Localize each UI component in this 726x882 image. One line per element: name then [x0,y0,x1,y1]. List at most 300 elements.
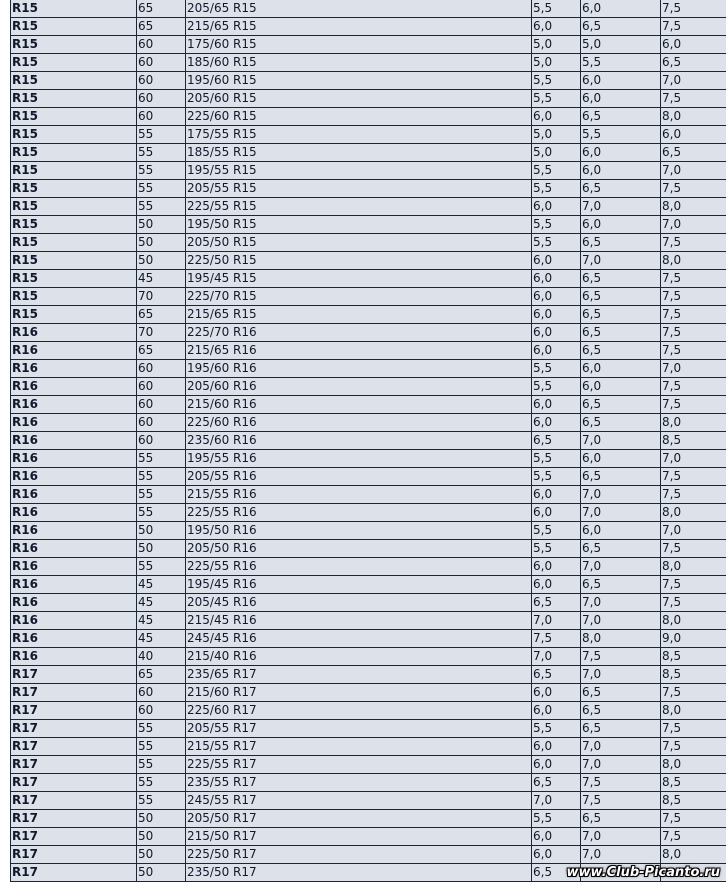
cell-aspect-ratio: 60 [137,108,186,126]
cell-rim-diameter: R16 [11,468,137,486]
cell-rim-diameter: R15 [11,288,137,306]
table-row [11,864,726,882]
cell-rim-diameter: R15 [11,234,137,252]
cell-rim-diameter: R16 [11,360,137,378]
cell-tire-size: 205/60 R15 [186,90,532,108]
cell-rim-width-min: 5,0 [532,144,581,162]
cell-tire-size: 235/60 R16 [186,432,532,450]
cell-aspect-ratio: 60 [137,36,186,54]
cell-tire-size: 225/70 R16 [186,324,532,342]
cell-rim-width-optimal: 6,5 [581,540,661,558]
cell-aspect-ratio: 65 [137,306,186,324]
table-row [11,720,726,738]
cell-rim-width-optimal: 6,0 [581,0,661,18]
cell-rim-width-max: 7,0 [661,360,726,378]
cell-rim-width-max: 7,0 [661,216,726,234]
cell-rim-width-optimal: 8,0 [581,630,661,648]
cell-rim-width-optimal: 6,0 [581,450,661,468]
cell-aspect-ratio: 50 [137,846,186,864]
cell-rim-diameter: R15 [11,18,137,36]
table-row [11,108,726,126]
cell-rim-diameter: R16 [11,630,137,648]
cell-aspect-ratio: 45 [137,270,186,288]
cell-tire-size: 215/65 R15 [186,306,532,324]
cell-rim-width-min: 5,5 [532,540,581,558]
cell-rim-diameter: R17 [11,810,137,828]
cell-aspect-ratio: 60 [137,360,186,378]
cell-aspect-ratio: 50 [137,216,186,234]
cell-rim-width-min: 5,5 [532,90,581,108]
cell-rim-width-optimal: 5,5 [581,54,661,72]
cell-rim-diameter: R16 [11,522,137,540]
cell-rim-width-min: 5,5 [532,0,581,18]
table-row [11,612,726,630]
cell-aspect-ratio: 65 [137,0,186,18]
cell-aspect-ratio: 65 [137,666,186,684]
cell-rim-width-max: 6,0 [661,36,726,54]
cell-aspect-ratio: 55 [137,162,186,180]
cell-tire-size: 205/50 R16 [186,540,532,558]
cell-rim-width-min: 6,5 [532,774,581,792]
table-row [11,216,726,234]
table-row [11,666,726,684]
cell-rim-diameter: R15 [11,306,137,324]
cell-aspect-ratio: 60 [137,396,186,414]
cell-rim-diameter: R15 [11,36,137,54]
cell-rim-width-optimal: 6,5 [581,288,661,306]
cell-tire-size: 215/40 R16 [186,648,532,666]
cell-aspect-ratio: 60 [137,90,186,108]
cell-tire-size: 195/50 R16 [186,522,532,540]
cell-rim-diameter: R15 [11,216,137,234]
cell-rim-diameter: R16 [11,414,137,432]
cell-rim-width-min: 6,0 [532,414,581,432]
cell-rim-width-max: 7,0 [661,522,726,540]
cell-aspect-ratio: 70 [137,324,186,342]
cell-rim-width-max: 7,5 [661,306,726,324]
cell-tire-size: 235/50 R17 [186,864,532,882]
cell-rim-width-min: 6,0 [532,504,581,522]
cell-aspect-ratio: 55 [137,486,186,504]
table-row [11,684,726,702]
cell-rim-width-max: 8,0 [661,414,726,432]
cell-aspect-ratio: 70 [137,288,186,306]
table-row [11,324,726,342]
cell-rim-width-optimal: 7,0 [581,612,661,630]
table-row [11,774,726,792]
cell-rim-width-min: 6,5 [532,666,581,684]
cell-aspect-ratio: 50 [137,810,186,828]
table-row [11,252,726,270]
cell-rim-width-optimal: 6,0 [581,522,661,540]
cell-rim-width-max: 8,5 [661,774,726,792]
cell-rim-width-min: 7,5 [532,630,581,648]
cell-rim-width-optimal: 6,5 [581,18,661,36]
cell-rim-width-optimal: 7,5 [581,792,661,810]
cell-aspect-ratio: 50 [137,540,186,558]
cell-tire-size: 215/65 R16 [186,342,532,360]
cell-rim-diameter: R16 [11,540,137,558]
cell-rim-width-max: 8,5 [661,666,726,684]
cell-rim-width-max: 8,0 [661,108,726,126]
table-row [11,558,726,576]
cell-rim-width-optimal: 7,0 [581,828,661,846]
cell-tire-size: 195/45 R16 [186,576,532,594]
cell-rim-diameter: R17 [11,684,137,702]
cell-tire-size: 225/60 R17 [186,702,532,720]
cell-rim-width-max: 7,5 [661,828,726,846]
cell-rim-diameter: R16 [11,342,137,360]
cell-rim-width-min: 5,5 [532,378,581,396]
table-row [11,288,726,306]
cell-rim-width-max: 7,0 [661,72,726,90]
cell-rim-width-optimal: 6,5 [581,396,661,414]
cell-tire-size: 215/60 R16 [186,396,532,414]
cell-rim-width-min: 6,5 [532,864,581,882]
cell-rim-width-max: 8,0 [661,252,726,270]
cell-rim-width-max: 7,5 [661,486,726,504]
cell-aspect-ratio: 55 [137,144,186,162]
cell-tire-size: 235/65 R17 [186,666,532,684]
cell-rim-width-optimal: 6,5 [581,810,661,828]
cell-rim-width-min: 6,0 [532,576,581,594]
cell-rim-diameter: R15 [11,0,137,18]
cell-rim-width-min: 5,5 [532,360,581,378]
cell-rim-width-min: 6,5 [532,432,581,450]
table-row [11,378,726,396]
table-row [11,234,726,252]
cell-rim-width-min: 5,5 [532,810,581,828]
table-row [11,360,726,378]
cell-aspect-ratio: 50 [137,828,186,846]
table-row [11,342,726,360]
cell-rim-width-optimal: 6,5 [581,576,661,594]
cell-rim-width-max: 8,0 [661,198,726,216]
cell-aspect-ratio: 55 [137,450,186,468]
cell-aspect-ratio: 55 [137,720,186,738]
cell-rim-width-max: 7,5 [661,234,726,252]
cell-aspect-ratio: 60 [137,414,186,432]
cell-rim-width-max: 8,5 [661,792,726,810]
cell-tire-size: 215/55 R17 [186,738,532,756]
cell-rim-diameter: R16 [11,324,137,342]
cell-rim-width-optimal: 6,5 [581,720,661,738]
cell-rim-width-optimal: 5,0 [581,36,661,54]
table-row [11,180,726,198]
cell-rim-width-min: 6,0 [532,486,581,504]
cell-aspect-ratio: 60 [137,702,186,720]
cell-tire-size: 215/60 R17 [186,684,532,702]
table-row [11,0,726,18]
cell-tire-size: 225/55 R17 [186,756,532,774]
cell-rim-width-min: 6,0 [532,396,581,414]
cell-tire-size: 205/55 R15 [186,180,532,198]
cell-rim-width-max: 8,5 [661,432,726,450]
cell-rim-width-max: 7,0 [661,450,726,468]
cell-rim-width-max: 7,5 [661,738,726,756]
cell-rim-width-max: 7,5 [661,810,726,828]
cell-rim-diameter: R16 [11,504,137,522]
cell-tire-size: 195/55 R15 [186,162,532,180]
cell-rim-width-min: 5,5 [532,720,581,738]
cell-rim-width-min: 6,0 [532,342,581,360]
table-row [11,756,726,774]
cell-rim-width-max: 8,0 [661,702,726,720]
cell-tire-size: 245/45 R16 [186,630,532,648]
cell-aspect-ratio: 60 [137,432,186,450]
cell-rim-diameter: R15 [11,90,137,108]
cell-rim-width-optimal: 6,5 [581,234,661,252]
cell-aspect-ratio: 40 [137,648,186,666]
cell-rim-width-optimal: 6,5 [581,342,661,360]
cell-rim-width-optimal: 6,5 [581,324,661,342]
cell-aspect-ratio: 55 [137,774,186,792]
cell-rim-diameter: R17 [11,738,137,756]
cell-rim-width-min: 5,5 [532,180,581,198]
cell-aspect-ratio: 45 [137,630,186,648]
table-row [11,846,726,864]
table-row [11,144,726,162]
cell-aspect-ratio: 50 [137,252,186,270]
cell-aspect-ratio: 65 [137,342,186,360]
cell-rim-width-min: 6,0 [532,108,581,126]
cell-tire-size: 205/45 R16 [186,594,532,612]
cell-rim-width-min: 5,0 [532,36,581,54]
cell-rim-width-max: 6,5 [661,54,726,72]
cell-tire-size: 205/55 R17 [186,720,532,738]
cell-rim-width-max: 7,5 [661,18,726,36]
cell-rim-diameter: R17 [11,720,137,738]
cell-rim-width-min: 6,0 [532,828,581,846]
table-row [11,630,726,648]
cell-rim-width-optimal: 6,5 [581,108,661,126]
cell-tire-size: 205/65 R15 [186,0,532,18]
cell-rim-diameter: R17 [11,756,137,774]
cell-rim-diameter: R17 [11,864,137,882]
cell-rim-width-optimal: 6,0 [581,72,661,90]
cell-rim-width-optimal: 6,5 [581,180,661,198]
cell-aspect-ratio: 45 [137,594,186,612]
cell-rim-width-min: 6,0 [532,756,581,774]
cell-tire-size: 215/50 R17 [186,828,532,846]
cell-tire-size: 185/60 R15 [186,54,532,72]
cell-rim-width-optimal: 6,5 [581,702,661,720]
cell-aspect-ratio: 45 [137,576,186,594]
table-row [11,72,726,90]
cell-tire-size: 225/55 R16 [186,504,532,522]
cell-tire-size: 215/45 R16 [186,612,532,630]
cell-rim-width-max: 7,5 [661,0,726,18]
cell-tire-size: 205/60 R16 [186,378,532,396]
cell-rim-width-optimal: 6,5 [581,270,661,288]
table-row [11,450,726,468]
cell-rim-diameter: R16 [11,576,137,594]
cell-tire-size: 205/50 R17 [186,810,532,828]
cell-aspect-ratio: 55 [137,558,186,576]
cell-rim-width-optimal: 5,5 [581,126,661,144]
cell-rim-diameter: R16 [11,612,137,630]
cell-rim-width-max: 6,5 [661,144,726,162]
cell-rim-width-min: 5,5 [532,450,581,468]
cell-rim-diameter: R17 [11,792,137,810]
table-row [11,468,726,486]
cell-rim-diameter: R15 [11,162,137,180]
cell-rim-diameter: R17 [11,846,137,864]
cell-rim-width-max: 7,5 [661,468,726,486]
cell-rim-width-max: 7,5 [661,90,726,108]
cell-aspect-ratio: 55 [137,468,186,486]
cell-rim-diameter: R17 [11,666,137,684]
cell-rim-width-min: 6,0 [532,306,581,324]
table-row [11,54,726,72]
cell-rim-diameter: R16 [11,486,137,504]
cell-rim-width-optimal: 7,5 [581,648,661,666]
cell-tire-size: 195/50 R15 [186,216,532,234]
table-row [11,162,726,180]
cell-rim-width-min: 6,0 [532,288,581,306]
table-row [11,702,726,720]
cell-tire-size: 215/65 R15 [186,18,532,36]
table-row [11,486,726,504]
cell-tire-size: 225/55 R16 [186,558,532,576]
cell-rim-width-optimal [581,864,661,882]
table-row [11,594,726,612]
cell-rim-width-optimal: 6,0 [581,144,661,162]
cell-aspect-ratio: 60 [137,378,186,396]
cell-rim-diameter: R15 [11,126,137,144]
cell-tire-size: 225/70 R15 [186,288,532,306]
cell-aspect-ratio: 55 [137,792,186,810]
cell-tire-size: 195/45 R15 [186,270,532,288]
cell-rim-width-min: 7,0 [532,612,581,630]
cell-tire-size: 245/55 R17 [186,792,532,810]
cell-tire-size: 225/55 R15 [186,198,532,216]
table-row [11,414,726,432]
cell-tire-size: 195/60 R15 [186,72,532,90]
cell-rim-width-optimal: 7,0 [581,432,661,450]
table-row [11,432,726,450]
cell-aspect-ratio: 60 [137,72,186,90]
cell-rim-diameter: R15 [11,108,137,126]
cell-aspect-ratio: 50 [137,864,186,882]
cell-rim-diameter: R15 [11,72,137,90]
cell-rim-width-max: 7,5 [661,324,726,342]
cell-rim-width-max: 8,0 [661,846,726,864]
cell-rim-width-max: 6,0 [661,126,726,144]
cell-tire-size: 205/50 R15 [186,234,532,252]
cell-tire-size: 185/55 R15 [186,144,532,162]
cell-rim-width-optimal: 7,0 [581,198,661,216]
cell-rim-width-min: 7,0 [532,792,581,810]
cell-rim-width-max: 7,5 [661,594,726,612]
cell-rim-diameter: R16 [11,648,137,666]
cell-rim-width-max: 7,5 [661,396,726,414]
cell-rim-width-optimal: 7,0 [581,738,661,756]
table-row [11,522,726,540]
cell-aspect-ratio: 65 [137,18,186,36]
table-row [11,648,726,666]
cell-rim-width-min: 6,0 [532,18,581,36]
cell-rim-width-max: 7,0 [661,162,726,180]
cell-rim-width-optimal: 7,5 [581,774,661,792]
cell-tire-size: 235/55 R17 [186,774,532,792]
cell-rim-width-optimal: 6,0 [581,378,661,396]
cell-rim-diameter: R16 [11,450,137,468]
cell-rim-width-optimal: 6,0 [581,162,661,180]
cell-rim-diameter: R16 [11,396,137,414]
cell-rim-width-max: 8,5 [661,648,726,666]
cell-tire-size: 175/55 R15 [186,126,532,144]
cell-rim-width-optimal: 6,0 [581,216,661,234]
cell-rim-width-optimal: 7,0 [581,486,661,504]
cell-rim-width-max: 8,0 [661,558,726,576]
cell-rim-diameter: R17 [11,828,137,846]
cell-rim-width-min: 6,0 [532,324,581,342]
cell-rim-diameter: R15 [11,144,137,162]
table-row [11,738,726,756]
cell-rim-width-min: 5,5 [532,522,581,540]
cell-rim-width-max [661,864,726,882]
table-row [11,270,726,288]
cell-rim-width-max: 8,0 [661,612,726,630]
tire-size-table [10,0,726,882]
cell-tire-size: 215/55 R16 [186,486,532,504]
cell-rim-width-optimal: 7,0 [581,756,661,774]
cell-rim-width-min: 5,5 [532,468,581,486]
cell-rim-width-min: 6,0 [532,558,581,576]
cell-rim-diameter: R16 [11,594,137,612]
cell-tire-size: 175/60 R15 [186,36,532,54]
cell-tire-size: 225/50 R17 [186,846,532,864]
table-row [11,540,726,558]
cell-rim-width-min: 5,5 [532,72,581,90]
cell-tire-size: 195/55 R16 [186,450,532,468]
cell-rim-width-max: 7,5 [661,270,726,288]
cell-rim-width-min: 6,0 [532,702,581,720]
table-row [11,198,726,216]
table-row [11,792,726,810]
table-row [11,576,726,594]
cell-rim-width-optimal: 6,5 [581,414,661,432]
cell-rim-width-optimal: 7,0 [581,666,661,684]
cell-rim-width-optimal: 6,0 [581,360,661,378]
cell-rim-width-optimal: 6,5 [581,468,661,486]
table-row [11,90,726,108]
cell-aspect-ratio: 55 [137,504,186,522]
cell-rim-width-min: 5,5 [532,162,581,180]
cell-rim-width-max: 7,5 [661,288,726,306]
cell-rim-width-min: 6,0 [532,270,581,288]
cell-tire-size: 195/60 R16 [186,360,532,378]
cell-rim-width-max: 8,0 [661,504,726,522]
cell-rim-width-optimal: 7,0 [581,594,661,612]
cell-tire-size: 225/60 R16 [186,414,532,432]
cell-rim-width-min: 5,5 [532,234,581,252]
table-row [11,126,726,144]
cell-rim-width-min: 6,0 [532,198,581,216]
cell-rim-width-min: 5,5 [532,216,581,234]
cell-aspect-ratio: 50 [137,234,186,252]
cell-rim-width-min: 6,0 [532,738,581,756]
watermark-text: www.Club-Picanto.ru [566,865,720,880]
cell-tire-size: 205/55 R16 [186,468,532,486]
cell-rim-width-optimal: 6,5 [581,306,661,324]
cell-aspect-ratio: 60 [137,684,186,702]
table-row [11,306,726,324]
cell-rim-diameter: R15 [11,198,137,216]
cell-rim-width-optimal: 6,0 [581,90,661,108]
cell-rim-width-max: 7,5 [661,540,726,558]
